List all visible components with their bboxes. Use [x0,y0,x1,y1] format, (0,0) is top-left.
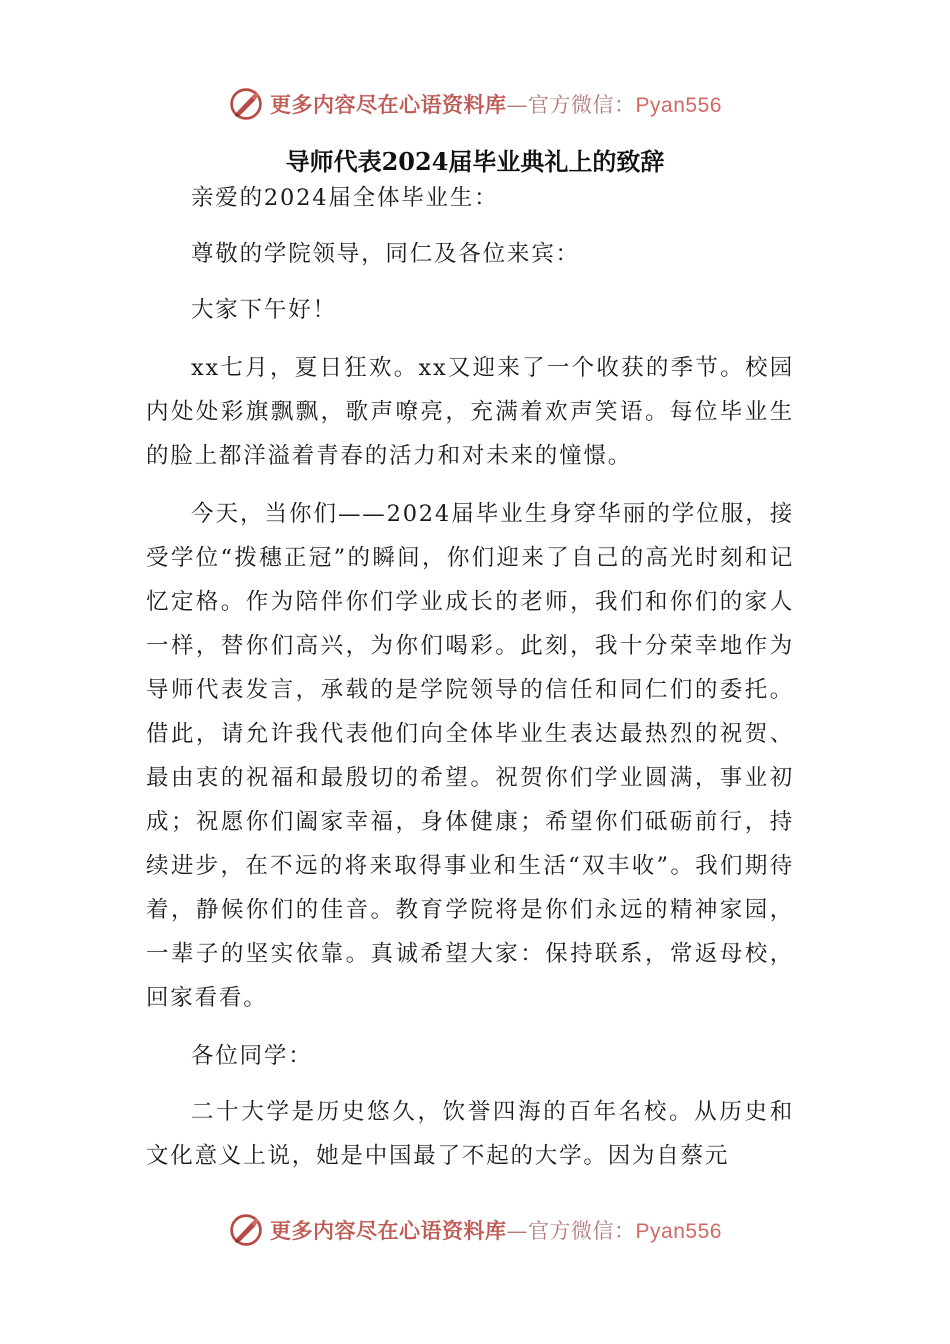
footer-banner-text [270,1215,722,1245]
header-brand: 更多内容尽在心语资料库 [270,92,507,117]
paragraph-summer: xx七月，夏日狂欢。xx又迎来了一个收获的季节。校园内处处彩旗飘飘，歌声嘹亮，充满着欢声笑语。每位毕业生的脸上都洋溢着青春的活力和对未来的憧憬。 [146,355,794,469]
footer-separator: — [506,1219,529,1243]
pen-logo-icon [228,86,264,122]
footer-brand: 更多内容尽在心语资料库 [270,1218,507,1243]
header-banner-text [270,89,722,119]
document-body [146,168,794,1178]
paragraph-ceremony: 今天，当你们——2024届毕业生身穿华丽的学位服，接受学位“拨穗正冠”的瞬间，你们迎来了自己的高光时刻和记忆定格。作为陪伴你们学业成长的老师，我们和你们的家人一样，替你们高兴，为你们喝彩。此刻，我十分荣幸地作为导师代表发言，承载的是学院领导的信任和同仁们的委托。借此，请允许我代表他们向全体毕业生表达最热烈的祝贺、最由衷的祝福和最殷切的希望。祝贺你们学业圆满，事业初成；祝愿你们阖家幸福，身体健康；希望你们砥砺前行，持续进步，在不远的将来取得事业和生活“双丰收”。我们期待着，静候你们的佳音。教育学院将是你们永远的精神家园，一辈子的坚实依靠。真诚希望大家：保持联系，常返母校，回家看看。 [146,501,794,1011]
greeting-graduates: 亲爱的2024届全体毕业生： [191,185,499,211]
footer-banner [0,1210,950,1250]
header-wechat-id: Pyan556 [635,94,722,117]
paragraph-university: 二十大学是历史悠久，饮誉四海的百年名校。从历史和文化意义上说，她是中国最了不起的大学。因为自蔡元 [146,1099,794,1169]
footer-wechat-id: Pyan556 [635,1220,722,1243]
greeting-leaders: 尊敬的学院领导，同仁及各位来宾： [191,241,580,267]
pen-logo-icon [228,1212,264,1248]
greeting-afternoon: 大家下午好！ [191,297,337,323]
header-banner [0,84,950,124]
greeting-students: 各位同学： [191,1043,313,1069]
header-wechat-label: 官方微信： [528,93,636,117]
document-title: 导师代表2024届毕业典礼上的致辞 [285,147,665,176]
header-separator: — [506,93,529,117]
footer-wechat-label: 官方微信： [528,1219,636,1243]
